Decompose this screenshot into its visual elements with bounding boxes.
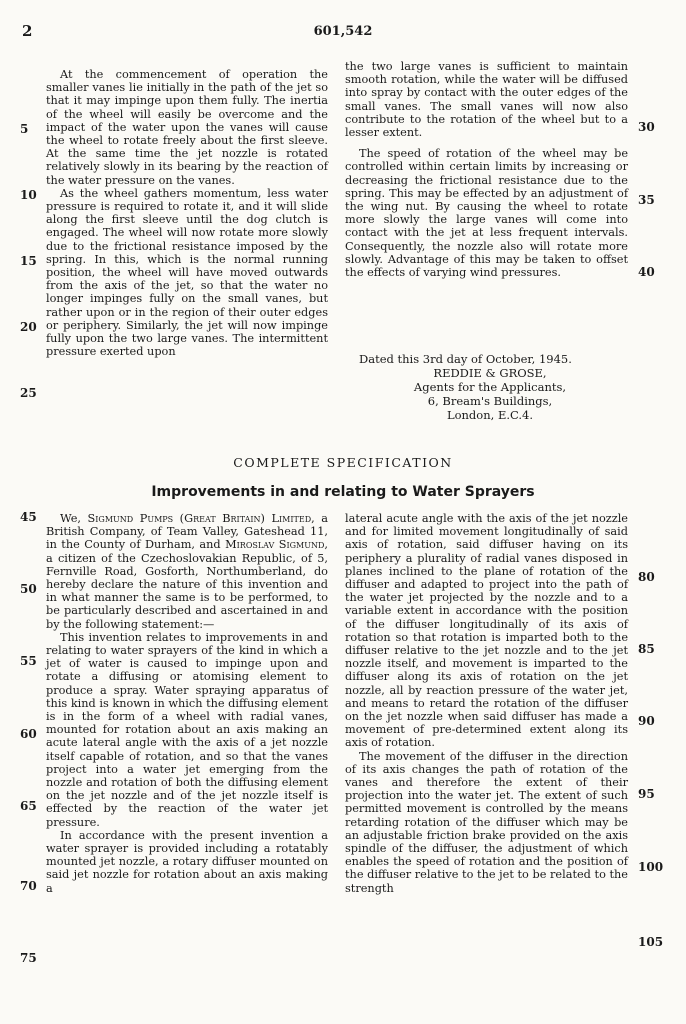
invention-title: Improvements in and relating to Water Sprayers — [151, 484, 535, 500]
line-number: 90 — [638, 714, 655, 728]
line-number: 95 — [638, 787, 655, 801]
paragraph: This invention relates to improvements in and relating to water sprayers of the kind in which a jet of water is caused to impinge upon and rotate a diffusing or atomising element to produce a spray. Water spraying apparatus of this kind is known in which the diffusing element is in the form of a wheel with radial vanes, mounted for rotation about an axis making an acute lateral angle with the axis of a jet nozzle itself capable of rotation, and so that the vanes project into a water jet emerging from the nozzle and rotation of both the diffusing element on the jet nozzle and of the jet nozzle itself is effected by the reaction of the water jet pressure. — [46, 630, 329, 829]
document-number: 601,542 — [313, 24, 373, 39]
line-number: 80 — [638, 570, 655, 584]
line-number: 75 — [20, 951, 37, 965]
line-number: 35 — [638, 193, 655, 207]
dated-line: Dated this 3rd day of October, 1945. — [359, 352, 572, 366]
line-number: 100 — [638, 860, 664, 874]
line-number: 105 — [638, 935, 664, 949]
applicant-company: Sigmund Pumps (Great Britain) Limited — [87, 512, 312, 525]
agent-address-line: 6, Bream's Buildings, — [427, 394, 553, 408]
agent-address-line: London, E.C.4. — [446, 408, 534, 422]
paragraph: We, Sigmund Pumps (Great Britain) Limited, a British Company, of Team Valley, Gateshead 11, in the County of Durham, and Miroslav Sigmund, a citizen of the Czechoslovakian Republic, of 5, Fernville Road, Gosforth, Northumberland, do hereby declare the nature of this invention and in what manner the same is to be performed, to be particularly described and ascertained in and by the following statement:— — [46, 512, 328, 631]
applicant-person: Miroslav Sigmund — [225, 538, 325, 552]
paragraph: The movement of the diffuser in the direction of its axis changes the path of rotation of the vanes and therefore the extent of their projection into the water jet. The extent of such permitted movement is controlled by the means retarding rotation of the diffuser which may be an adjustable friction brake provided on the axis spindle of the diffuser, the adjustment of which enables the speed of rotation and the position of the diffuser relative to the jet to be related to the strength — [345, 749, 628, 895]
agent-firm: REDDIE & GROSE, — [433, 366, 547, 380]
line-number: 15 — [20, 254, 37, 268]
top-left-column — [46, 68, 328, 358]
bottom-right-column — [345, 512, 628, 895]
line-number: 5 — [20, 122, 29, 136]
complete-specification-heading: COMPLETE SPECIFICATION — [233, 455, 453, 470]
line-number: 25 — [20, 386, 37, 400]
line-number: 20 — [20, 320, 37, 334]
line-number: 40 — [638, 265, 655, 279]
line-number: 10 — [20, 188, 37, 202]
paragraph: The speed of rotation of the wheel may be controlled within certain limits by increasing or decreasing the frictional resistance due to the spring. This may be effected by an adjustment of the wing nut. By causing the wheel to rotate more slowly the large vanes will come into contact with the jet at less frequent intervals. Consequently, the nozzle also will rotate more slowly. Advantage of this may be taken to offset the effects of varying wind pressures. — [345, 147, 628, 280]
line-number: 55 — [20, 654, 37, 668]
line-number: 60 — [20, 727, 37, 741]
top-right-column — [345, 60, 628, 279]
signature-block — [345, 352, 635, 422]
paragraph: the two large vanes is sufficient to maintain smooth rotation, while the water will be diffused into spray by contact with the outer edges of the small vanes. The small vanes will now also contribute to the rotation of the wheel but to a lesser extent. — [345, 60, 628, 140]
line-number: 85 — [638, 642, 655, 656]
paragraph: As the wheel gathers momentum, less water pressure is required to rotate it, and it will slide along the first sleeve until the dog clutch is engaged. The wheel will now rotate more slowly due to the frictional resistance imposed by the spring. In this, which is the normal running position, the wheel will have moved outwards from the axis of the jet, so that the water no longer impinges fully on the small vanes, but rather upon or in the region of their outer edges or periphery. Similarly, the jet will now impinge fully upon the two large vanes. The intermittent pressure exerted upon — [46, 186, 328, 359]
page-number: 2 — [22, 22, 33, 40]
agent-role: Agents for the Applicants, — [413, 380, 567, 394]
line-number: 30 — [638, 120, 655, 134]
bottom-left-column — [46, 512, 328, 895]
line-number: 65 — [20, 799, 37, 813]
line-number: 70 — [20, 879, 37, 893]
paragraph: In accordance with the present invention a water sprayer is provided including a rotatably mounted jet nozzle, a rotary diffuser mounted on said jet nozzle for rotation about an axis making a — [46, 828, 328, 895]
paragraph: lateral acute angle with the axis of the jet nozzle and for limited movement longitudinally of said axis of rotation, said diffuser having on its periphery a plurality of radial vanes disposed in planes inclined to the plane of rotation of the diffuser and adapted to project into the path of the water jet projected by the nozzle and to a variable extent in accordance with the position of the diffuser longitudinally of its axis of rotation so that rotation is imparted both to the diffuser relative to the jet nozzle and to the jet nozzle itself, and movement is imparted to the diffuser along its axis of rotation on the jet nozzle, all by reaction pressure of the water jet, and means to retard the rotation of the diffuser on the jet nozzle when said diffuser has made a movement of pre-determined extent along its axis of rotation. — [345, 512, 628, 750]
line-number: 50 — [20, 582, 37, 596]
paragraph: At the commencement of operation the smaller vanes lie initially in the path of the jet so that it may impinge upon them fully. The inertia of the wheel will easily be overcome and the impact of the water upon the vanes will cause the wheel to rotate freely about the first sleeve. At the same time the jet nozzle is rotated relatively slowly in its bearing by the reaction of the water pressure on the vanes. — [46, 68, 328, 187]
line-number: 45 — [20, 510, 37, 524]
